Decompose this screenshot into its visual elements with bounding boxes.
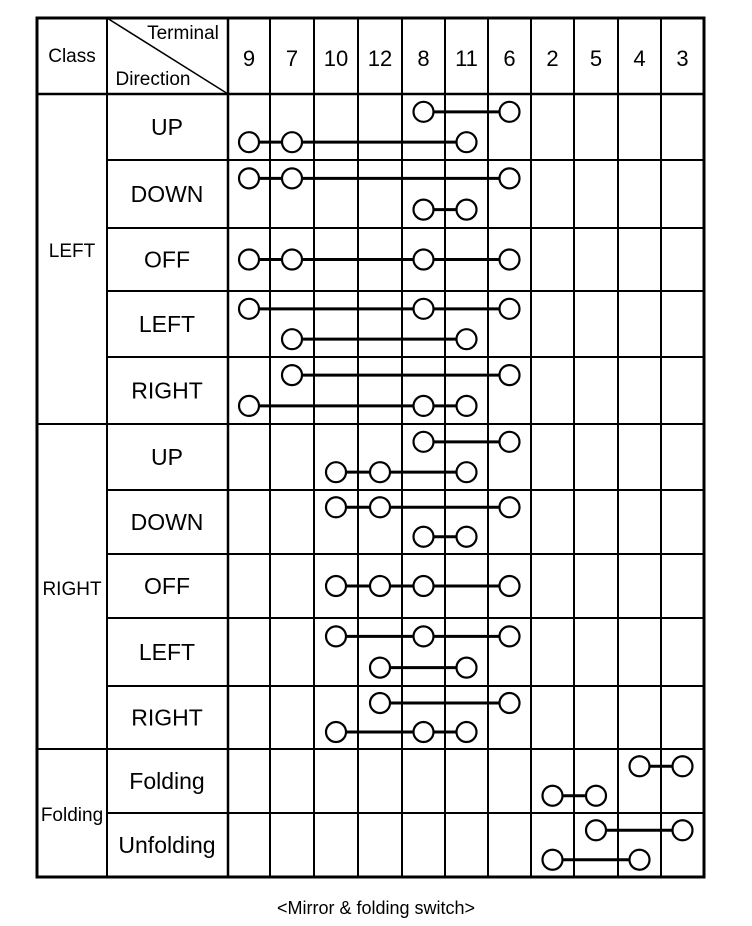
direction-label-left: LEFT: [138, 639, 196, 666]
terminal-node-8: [414, 102, 434, 122]
class-label-left: LEFT: [48, 241, 96, 263]
table-grid: [37, 18, 704, 877]
terminal-node-11: [457, 527, 477, 547]
terminal-node-6: [500, 365, 520, 385]
terminal-number-9: 9: [242, 45, 256, 71]
terminal-number-6: 6: [503, 45, 516, 71]
direction-label-unfolding: Unfolding: [118, 832, 216, 859]
terminal-node-7: [282, 132, 302, 152]
terminal-node-6: [500, 102, 520, 122]
terminal-node-11: [457, 132, 477, 152]
terminal-node-8: [414, 626, 434, 646]
terminal-node-11: [457, 658, 477, 678]
terminal-node-11: [457, 200, 477, 220]
direction-label-down: DOWN: [130, 509, 204, 536]
direction-header: Direction: [115, 69, 191, 91]
terminal-node-10: [326, 462, 346, 482]
terminal-node-12: [370, 658, 390, 678]
terminal-node-11: [457, 462, 477, 482]
terminal-node-12: [370, 576, 390, 596]
class-label-right: RIGHT: [42, 579, 102, 601]
diagram-caption: <Mirror & folding switch>: [276, 897, 476, 918]
direction-label-right: RIGHT: [131, 377, 203, 404]
terminal-number-2: 2: [546, 45, 559, 71]
terminal-node-7: [282, 329, 302, 349]
terminal-node-4: [630, 756, 650, 776]
terminal-node-8: [414, 396, 434, 416]
terminal-node-8: [414, 250, 434, 270]
direction-label-off: OFF: [144, 573, 190, 600]
class-header: Class: [48, 46, 96, 68]
terminal-node-6: [500, 168, 520, 188]
terminal-node-6: [500, 693, 520, 713]
terminal-node-10: [326, 497, 346, 517]
terminal-node-5: [586, 820, 606, 840]
terminal-node-10: [326, 722, 346, 742]
terminal-node-2: [543, 786, 563, 806]
terminal-node-8: [414, 722, 434, 742]
terminal-header: Terminal: [147, 23, 219, 45]
terminal-number-7: 7: [285, 45, 299, 71]
terminal-node-6: [500, 432, 520, 452]
direction-label-up: UP: [151, 114, 183, 141]
terminal-node-8: [414, 576, 434, 596]
terminal-number-4: 4: [633, 45, 646, 71]
terminal-node-3: [673, 756, 693, 776]
terminal-node-12: [370, 462, 390, 482]
terminal-node-9: [239, 396, 259, 416]
terminal-node-11: [457, 396, 477, 416]
terminal-node-6: [500, 497, 520, 517]
terminal-node-5: [586, 786, 606, 806]
terminal-node-9: [239, 250, 259, 270]
terminal-node-10: [326, 576, 346, 596]
terminal-number-5: 5: [589, 45, 603, 71]
direction-label-right: RIGHT: [131, 704, 203, 731]
terminal-number-10: 10: [323, 45, 349, 71]
terminal-node-6: [500, 626, 520, 646]
terminal-node-2: [543, 850, 563, 870]
terminal-node-11: [457, 329, 477, 349]
terminal-number-12: 12: [367, 45, 393, 71]
terminal-node-7: [282, 365, 302, 385]
class-label-folding: Folding: [40, 805, 104, 827]
terminal-node-9: [239, 299, 259, 319]
terminal-node-12: [370, 693, 390, 713]
terminal-node-8: [414, 432, 434, 452]
direction-label-off: OFF: [144, 246, 190, 273]
table-labels: [41, 23, 689, 918]
terminal-node-8: [414, 299, 434, 319]
terminal-node-7: [282, 250, 302, 270]
terminal-node-12: [370, 497, 390, 517]
terminal-node-9: [239, 168, 259, 188]
terminal-number-3: 3: [676, 45, 689, 71]
terminal-node-6: [500, 576, 520, 596]
terminal-node-8: [414, 200, 434, 220]
terminal-node-6: [500, 299, 520, 319]
terminal-node-7: [282, 168, 302, 188]
direction-label-down: DOWN: [130, 181, 204, 208]
direction-label-folding: Folding: [129, 768, 205, 795]
terminal-node-8: [414, 527, 434, 547]
terminal-number-8: 8: [417, 45, 430, 71]
direction-label-up: UP: [151, 444, 183, 471]
terminal-node-11: [457, 722, 477, 742]
terminal-nodes: [239, 102, 693, 870]
terminal-node-9: [239, 132, 259, 152]
direction-label-left: LEFT: [138, 311, 196, 338]
terminal-node-6: [500, 250, 520, 270]
terminal-node-10: [326, 626, 346, 646]
terminal-node-3: [673, 820, 693, 840]
terminal-node-4: [630, 850, 650, 870]
terminal-number-11: 11: [455, 45, 478, 71]
